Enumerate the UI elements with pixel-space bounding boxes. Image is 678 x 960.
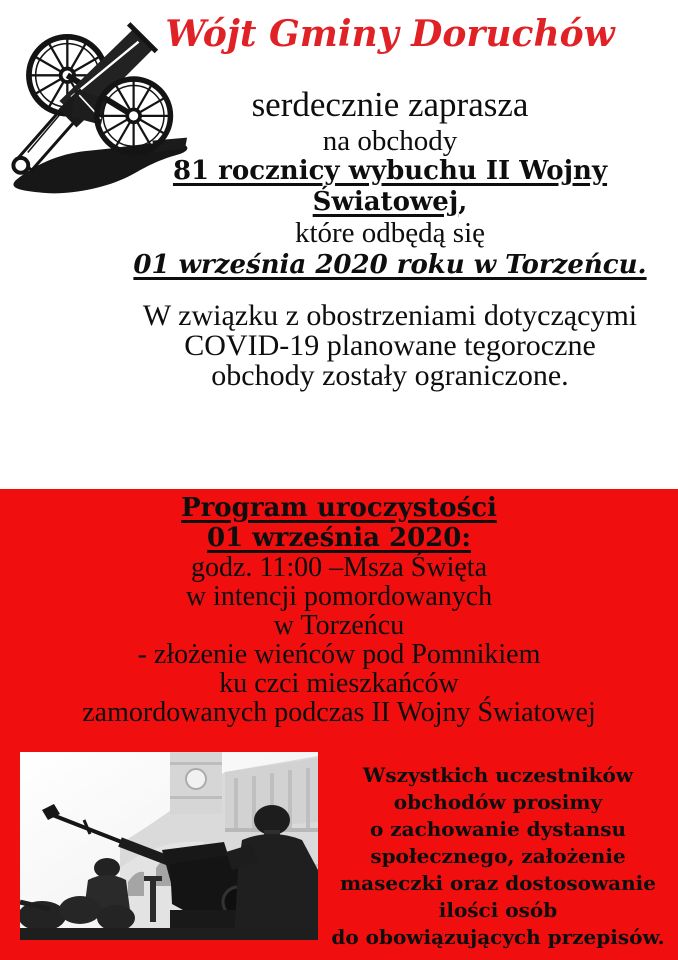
program-section: [0, 489, 678, 960]
invite-line: serdecznie zaprasza: [251, 85, 529, 124]
program-line: w Torzeńcu: [273, 610, 405, 641]
program-heading: Program uroczystości: [181, 493, 497, 523]
event-title-line1: 81 rocznicy wybuchu II Wojny: [172, 156, 608, 186]
notice-line: ilości osób: [438, 898, 558, 922]
covid-note-line: COVID-19 planowane tegoroczne: [184, 329, 596, 362]
invite-line: które odbędą się: [294, 217, 486, 249]
invitation-section: [110, 0, 670, 391]
soldiers-antiaircraft-gun-image: [20, 752, 318, 940]
notice-line: o zachowanie dystansu: [369, 817, 627, 841]
poster-title: Wójt Gminy Doruchów: [165, 13, 615, 55]
event-date-place: 01 września 2020 roku w Torzeńcu.: [133, 250, 647, 280]
invite-line: na obchody: [322, 125, 458, 157]
soldiers-photo: [20, 752, 318, 940]
notice-line: społecznego, założenie: [370, 844, 626, 868]
notice-line: maseczki oraz dostosowanie: [339, 871, 656, 895]
covid-note: [110, 301, 670, 391]
covid-note-line: obchody zostały ograniczone.: [211, 359, 569, 392]
program-line: zamordowanych podczas II Wojny Światowej: [82, 697, 596, 728]
notice-line: Wszystkich uczestników: [362, 763, 634, 787]
notice-line: do obowiązujących przepisów.: [331, 925, 665, 949]
covid-note-line: W związku z obostrzeniami dotyczącymi: [142, 299, 638, 332]
program-line: - złożenie wieńców pod Pomnikiem: [137, 639, 541, 670]
program-line: ku czci mieszkańców: [219, 668, 459, 699]
program-date-heading: 01 września 2020:: [207, 523, 471, 553]
notice-line: obchodów prosimy: [393, 790, 603, 814]
event-title-line2: Światowej,: [312, 187, 468, 217]
program-line: w intencji pomordowanych: [185, 581, 493, 612]
bottom-row: [0, 752, 678, 951]
program-line: godz. 11:00 –Msza Święta: [190, 552, 488, 583]
sanitary-notice: [318, 752, 678, 951]
